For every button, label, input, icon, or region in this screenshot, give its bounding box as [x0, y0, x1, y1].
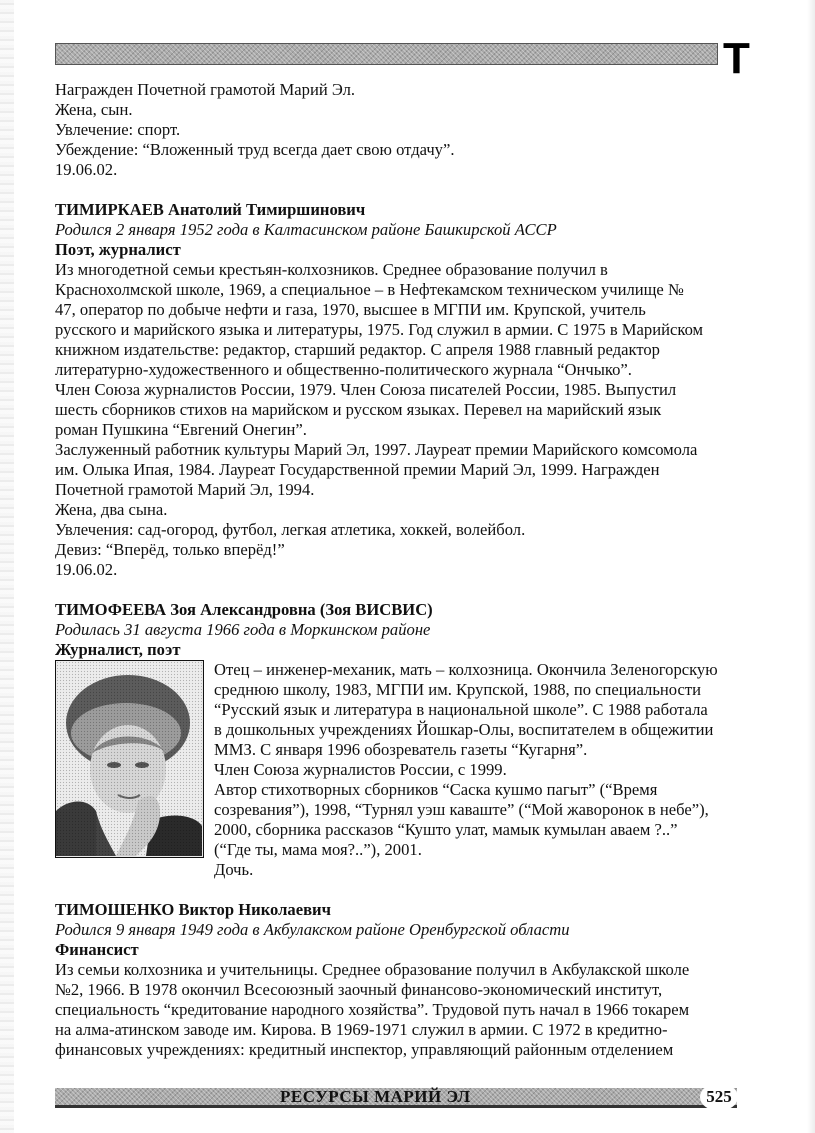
portrait-image-icon [56, 661, 202, 856]
text-line: книжном издательстве: редактор, старший редактор. С апреля 1988 главный редактор [55, 340, 660, 359]
entry-name [55, 200, 770, 220]
text-line: финансовых учреждениях: кредитный инспектор, управляющий районным отделением [55, 1040, 674, 1059]
text-line: Краснохолмской школе, 1969, а специальное – в Нефтекамском техническом училище № [55, 280, 684, 299]
text-line: 19.06.02. [55, 560, 118, 579]
text-line: на алма-атинском заводе им. Кирова. В 1969-1971 служил в армии. С 1972 в кредитно- [55, 1020, 668, 1039]
entry-name [55, 900, 770, 920]
text-line: русского и марийского языка и литературы, 1975. Год служил в армии. С 1975 в Марийском [55, 320, 704, 339]
entry-timofeeva [55, 600, 770, 900]
text-line: Заслуженный работник культуры Марий Эл, 1997. Лауреат премии Марийского комсомола [55, 440, 698, 459]
spacer [55, 580, 770, 600]
scan-edge-right [807, 0, 815, 1133]
entry-photo-and-text [55, 660, 770, 900]
text-line: среднюю школу, 1983, МГПИ им. Крупской, 1988, по специальности [214, 680, 701, 699]
section-letter: Т [723, 34, 750, 83]
text-line: Жена, два сына. [55, 500, 168, 519]
entry-given-names: Зоя Александровна (Зоя ВИСВИС) [170, 600, 433, 619]
entry-text [214, 660, 774, 880]
text-line: литературно-художественного и общественно-политического журнала “Ончыко”. [55, 360, 632, 379]
text-line: Увлечения: сад-огород, футбол, легкая атлетика, хоккей, волейбол. [55, 520, 526, 539]
text-line: созревания”), 1998, “Турнял уэш каваште” (“Мой жаворонок в небе”), [214, 800, 709, 819]
text-line: Член Союза журналистов России, с 1999. [214, 760, 507, 779]
entry-birth: Родилась 31 августа 1966 года в Моркинском районе [55, 620, 431, 639]
text-line: специальность “кредитование народного хозяйства”. Трудовой путь начал в 1966 токарем [55, 1000, 690, 1019]
entry-timoshenko [55, 900, 770, 1060]
text-line: Награжден Почетной грамотой Марий Эл. [55, 80, 356, 99]
scan-edge-left [0, 0, 14, 1133]
entry-surname: ТИМИРКАЕВ [55, 200, 164, 219]
entry-role: Финансист [55, 940, 139, 959]
entry-name [55, 600, 770, 620]
text-line: Отец – инженер-механик, мать – колхозница. Окончила Зеленогорскую [214, 660, 718, 679]
text-line: №2, 1966. В 1978 окончил Всесоюзный заочный финансово-экономический институт, [55, 980, 663, 999]
entry-birth: Родился 2 января 1952 года в Калтасинском районе Башкирской АССР [55, 220, 557, 239]
text-line: “Русский язык и литература в национальной школе”. С 1988 работала [214, 700, 708, 719]
page-content [55, 80, 770, 1060]
text-line: Автор стихотворных сборников “Саска кушмо пагыт” (“Время [214, 780, 658, 799]
portrait-photo [55, 660, 204, 858]
text-line: 19.06.02. [55, 160, 118, 179]
continuation-block [55, 80, 770, 180]
entry-given-names: Виктор Николаевич [178, 900, 331, 919]
text-line: Член Союза журналистов России, 1979. Член Союза писателей России, 1985. Выпустил [55, 380, 677, 399]
entry-role: Поэт, журналист [55, 240, 181, 259]
text-line: шесть сборников стихов на марийском и русском языках. Перевел на марийский язык [55, 400, 662, 419]
text-line: им. Олыка Ипая, 1984. Лауреат Государственной премии Марий Эл, 1999. Награжден [55, 460, 660, 479]
text-line: Девиз: “Вперёд, только вперёд!” [55, 540, 285, 559]
text-line: Убеждение: “Вложенный труд всегда дает свою отдачу”. [55, 140, 455, 159]
entry-role: Журналист, поэт [55, 640, 181, 659]
text-line: Почетной грамотой Марий Эл, 1994. [55, 480, 315, 499]
text-line: 2000, сборника рассказов “Кушто улат, мамык кумылан аваем ?..” [214, 820, 678, 839]
text-line: (“Где ты, мама моя?..”), 2001. [214, 840, 422, 859]
text-line: в дошкольных учреждениях Йошкар-Олы, воспитателем в общежитии [214, 720, 714, 739]
text-line: Увлечение: спорт. [55, 120, 181, 139]
text-line: ММЗ. С января 1996 обозреватель газеты “Кугарня”. [214, 740, 588, 759]
entry-surname: ТИМОФЕЕВА [55, 600, 167, 619]
text-line: Дочь. [214, 860, 254, 879]
header-decorative-bar [55, 43, 718, 65]
text-line: 47, оператор по добыче нефти и газа, 1970, высшее в МГПИ им. Крупской, учитель [55, 300, 646, 319]
text-line: Жена, сын. [55, 100, 133, 119]
spacer [55, 180, 770, 200]
text-line: Из многодетной семьи крестьян-колхозников. Среднее образование получил в [55, 260, 608, 279]
entry-timirkaev [55, 200, 770, 580]
entry-given-names: Анатолий Тимиршинович [168, 200, 366, 219]
entry-birth: Родился 9 января 1949 года в Акбулакском районе Оренбургской области [55, 920, 570, 939]
footer-title: РЕСУРСЫ МАРИЙ ЭЛ [280, 1087, 471, 1106]
entry-surname: ТИМОШЕНКО [55, 900, 175, 919]
page-number: 525 [700, 1083, 738, 1111]
text-line: роман Пушкина “Евгений Онегин”. [55, 420, 307, 439]
text-line: Из семьи колхозника и учительницы. Среднее образование получил в Акбулакской школе [55, 960, 690, 979]
